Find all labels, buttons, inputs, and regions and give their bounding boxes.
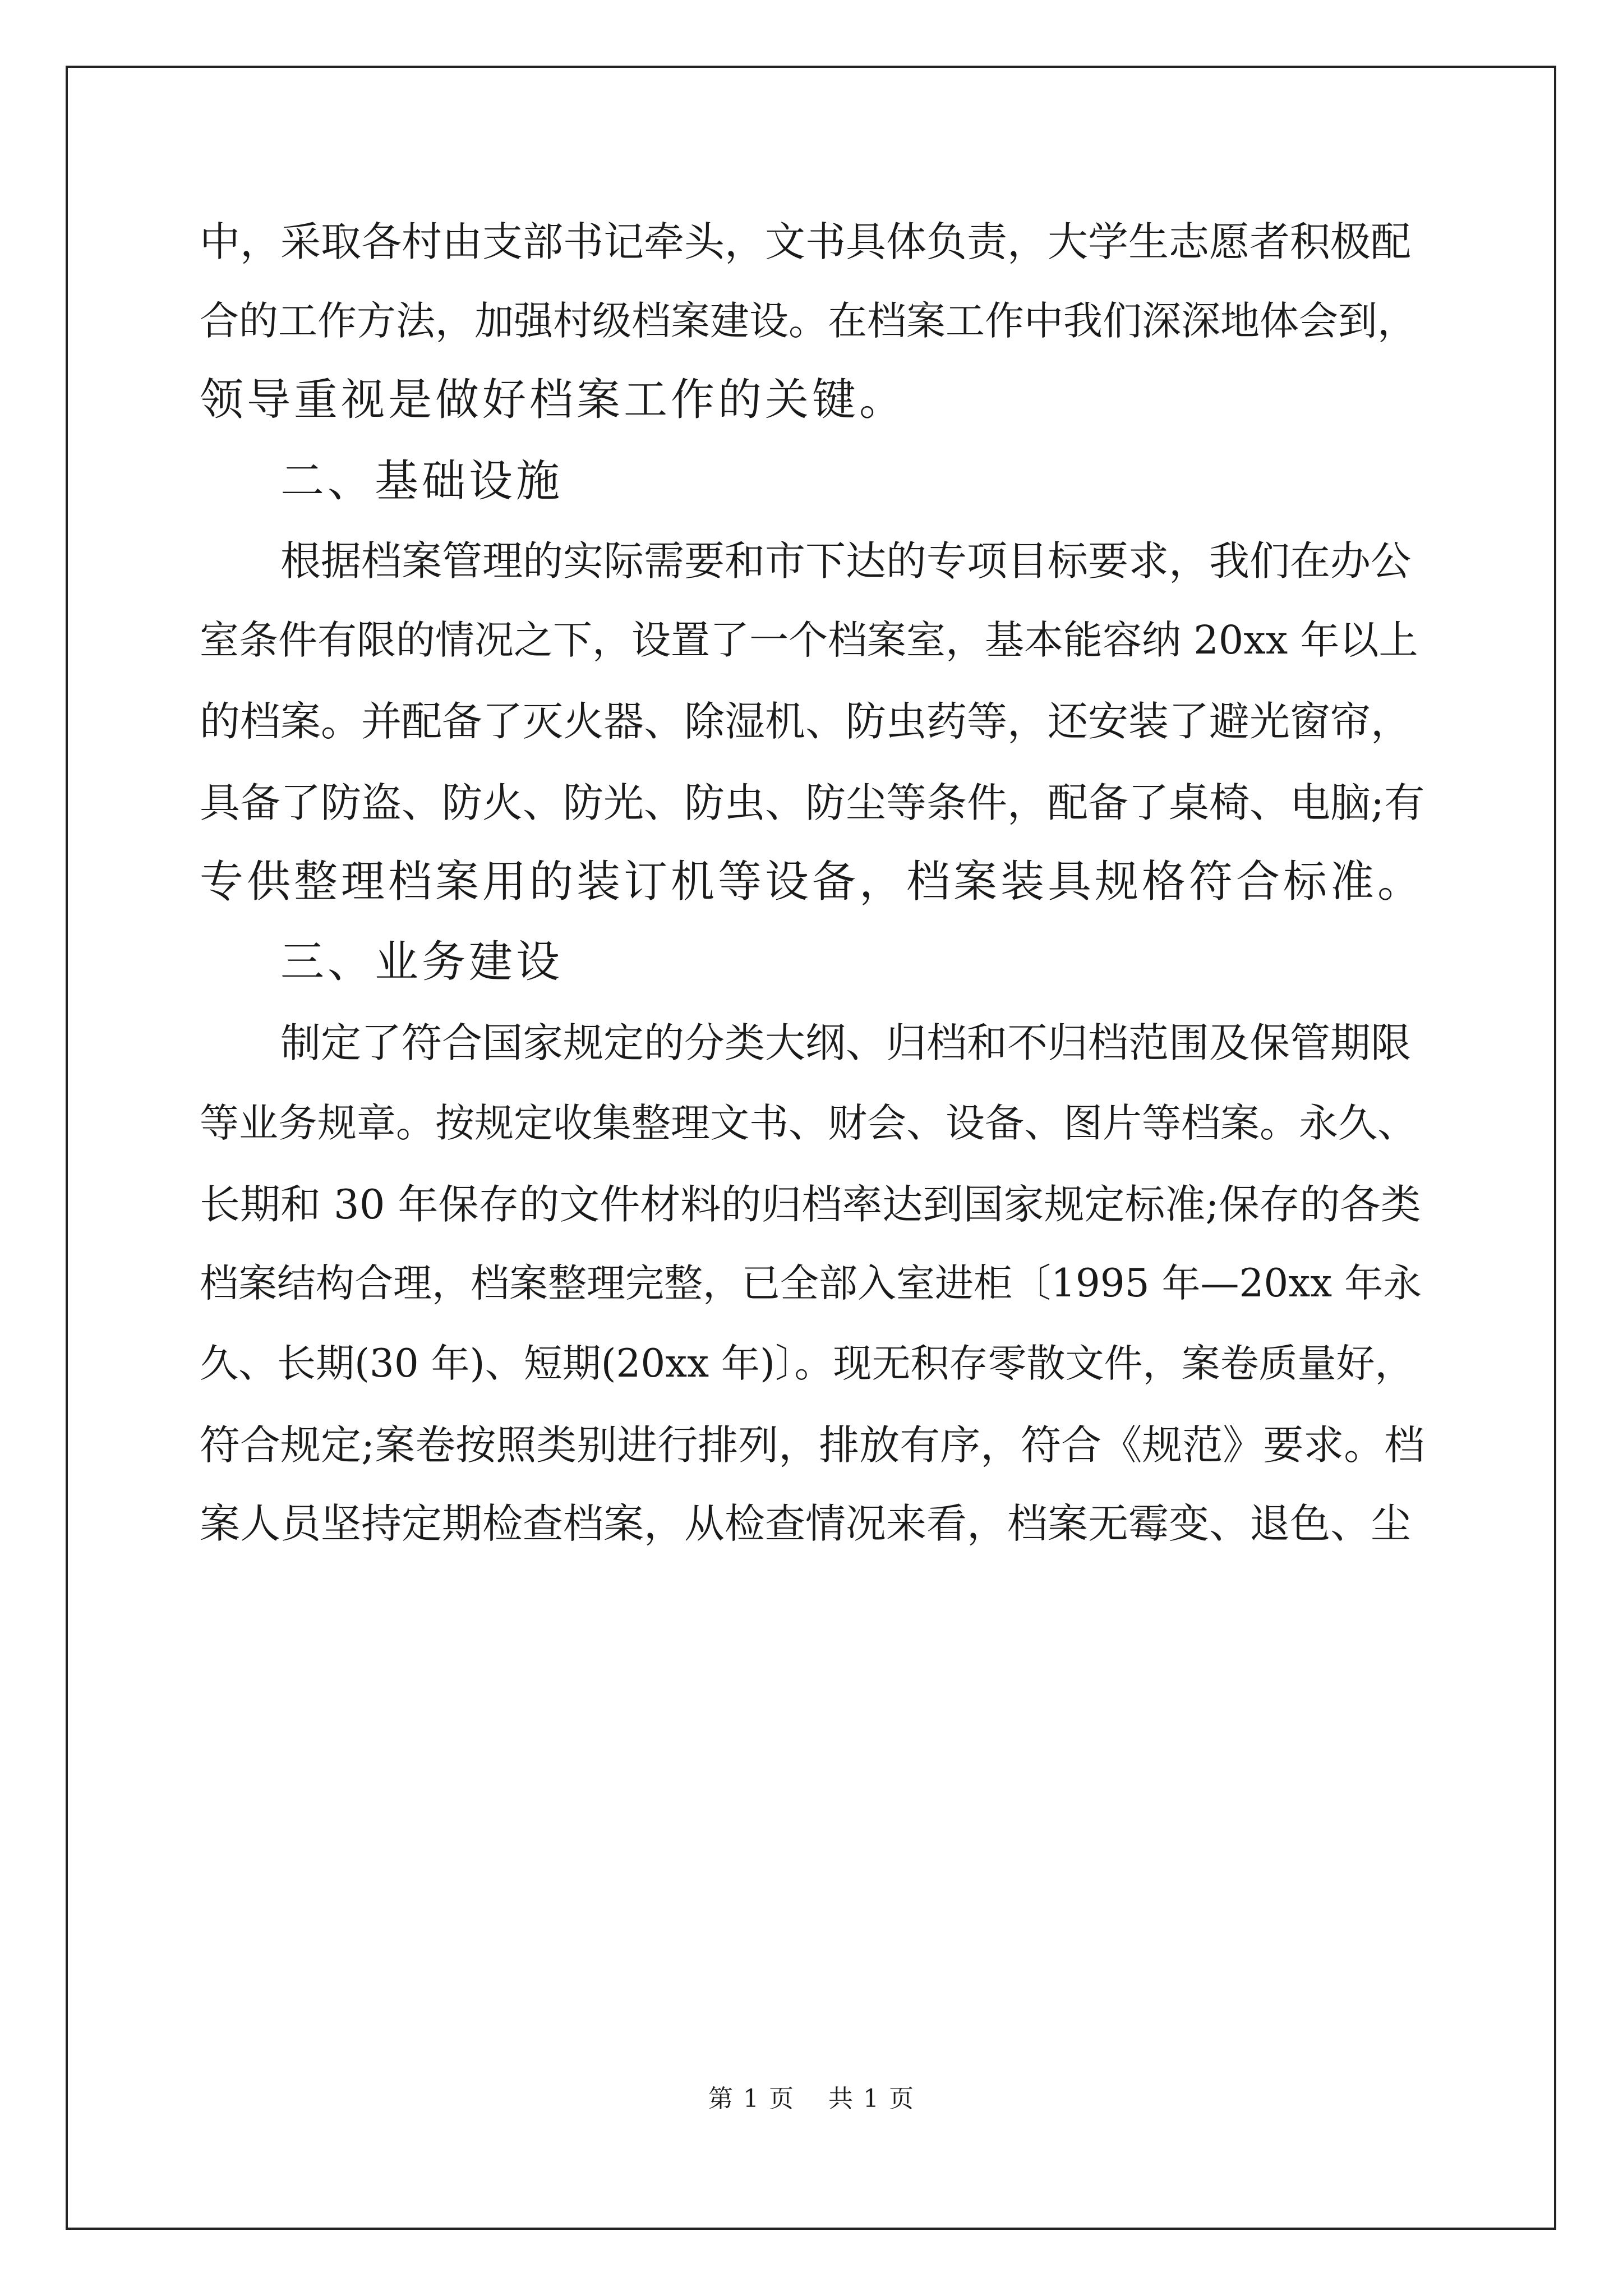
body-line: 的档案。并配备了灭火器、除湿机、防虫药等，还安装了避光窗帘， — [200, 698, 1412, 745]
body-line: 长期和 30 年保存的文件材料的归档率达到国家规定标准;保存的各类 — [200, 1181, 1421, 1228]
body-line: 专供整理档案用的装订机等设备，档案装具规格符合标准。 — [200, 857, 1425, 907]
page-total: 共 1 页 — [828, 2085, 915, 2113]
section-heading: 二、基础设施 — [280, 456, 564, 507]
page-number: 第 1 页 — [708, 2085, 795, 2113]
body-line: 领导重视是做好档案工作的关键。 — [200, 375, 907, 425]
body-line: 中，采取各村由支部书记牵头，文书具体负责，大学生志愿者积极配 — [200, 218, 1412, 265]
body-line: 具备了防盗、防火、防光、防虫、防尘等条件，配备了桌椅、电脑;有 — [200, 779, 1425, 826]
body-line: 室条件有限的情况之下，设置了一个档案室，基本能容纳 20xx 年以上 — [200, 617, 1418, 663]
paragraph-first-line: 制定了符合国家规定的分类大纲、归档和不归档范围及保管期限 — [280, 1019, 1412, 1066]
body-line: 符合规定;案卷按照类别进行排列，排放有序，符合《规范》要求。档 — [200, 1421, 1425, 1469]
body-line: 案人员坚持定期检查档案，从检查情况来看，档案无霉变、退色、尘 — [200, 1500, 1412, 1547]
body-line: 久、长期(30 年)、短期(20xx 年)〕。现无积存零散文件，案卷质量好， — [200, 1341, 1414, 1386]
page-footer — [0, 2082, 1623, 2116]
body-line: 合的工作方法，加强村级档案建设。在档案工作中我们深深地体会到， — [200, 298, 1417, 344]
body-line: 档案结构合理，档案整理完整，已全部入室进柜〔1995 年—20xx 年永 — [200, 1261, 1422, 1306]
paragraph-first-line: 根据档案管理的实际需要和市下达的专项目标要求，我们在办公 — [280, 537, 1412, 585]
section-heading: 三、业务建设 — [280, 937, 564, 987]
body-line: 等业务规章。按规定收集整理文书、财会、设备、图片等档案。永久、 — [200, 1100, 1417, 1146]
